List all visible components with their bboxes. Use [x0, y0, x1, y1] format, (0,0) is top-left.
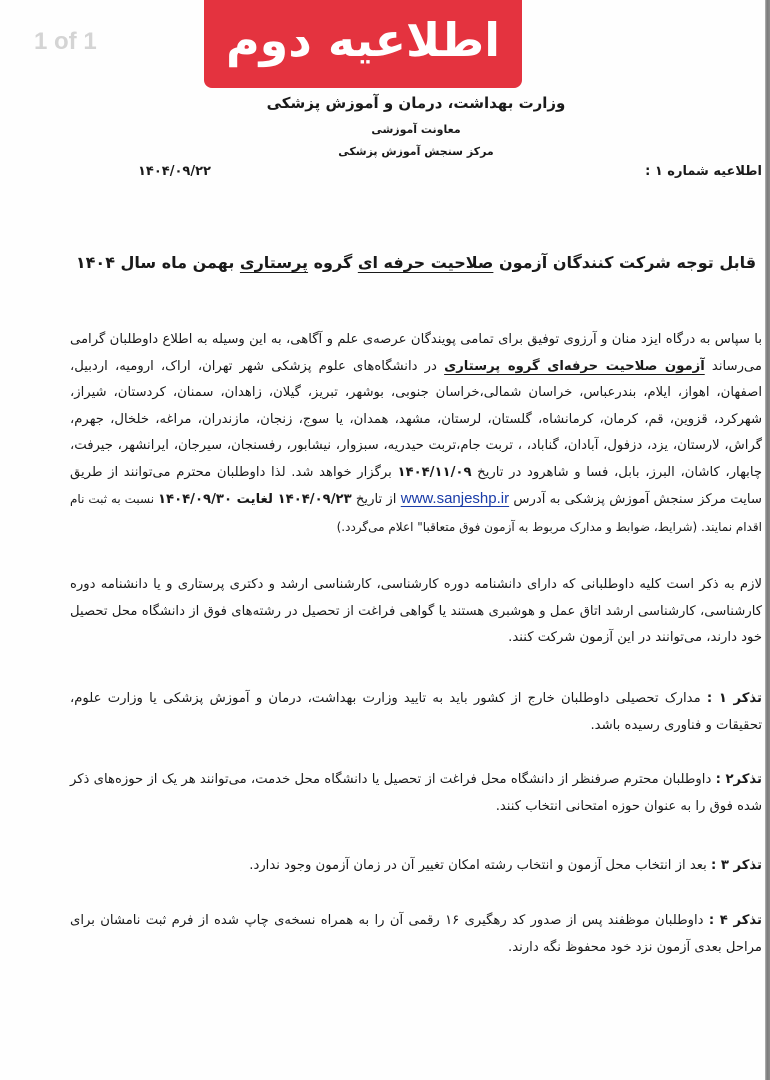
page-counter: 1 of 1 [34, 28, 97, 55]
text: نسبت به ثبت نام اقدام نمایند. (شرایط، ضوابط و مدارک مربوط به آزمون فوق متعاقبا" اعلام می‌گردد.) [70, 492, 762, 534]
note-text: مدارک تحصیلی داوطلبان خارج از کشور باید به تایید وزارت بهداشت، درمان و آموزش پزشکی یا وزارت علوم، تحقیقات و فناوری رسیده باشد. [70, 691, 762, 733]
note-label: تذکر ۳ : [711, 858, 762, 873]
text: از تاریخ [351, 492, 401, 507]
registration-end: ۱۴۰۴/۰۹/۳۰ [157, 492, 232, 507]
note-label: تذکر۲ : [715, 772, 762, 787]
website-link[interactable]: www.sanjeshp.ir [400, 490, 510, 507]
note-4 [70, 908, 762, 961]
exam-name: آزمون صلاحیت حرفه‌ای گروه پرستاری [444, 358, 705, 374]
note-1 [70, 686, 762, 739]
exam-date: ۱۴۰۴/۱۱/۰۹ [397, 464, 472, 480]
note-text: داوطلبان محترم صرفنظر از دانشگاه محل فراغت از تحصیل یا دانشگاه محل خدمت، می‌توانند هر یک از حوزه‌های ذکر شده فوق را به عنوان حوزه امتحانی انتخاب کنند. [70, 772, 762, 814]
text: لغایت [232, 492, 278, 507]
eligibility-paragraph: لازم به ذکر است کلیه داوطلبانی که دارای دانشنامه دوره کارشناسی، کارشناسی ارشد و دکتری پرستاری و یا دانشنامه دوره کارشناسی، کارشناسی ارشد اتاق عمل و هوشبری هستند یا گواهی فراغت از تحصیل در رشته‌های فوق از دانشگاه محل تحصیل خود دارند، می‌توانند در این آزمون شرکت کنند. [70, 577, 762, 645]
second-notice-banner: اطلاعیه دوم [204, 0, 522, 88]
registration-start: ۱۴۰۴/۰۹/۲۳ [277, 492, 352, 507]
notice-date: ۱۴۰۴/۰۹/۲۲ [138, 164, 211, 179]
note-text: داوطلبان موظفند پس از صدور کد رهگیری ۱۶ رقمی آن را به همراه نسخه‌ی چاپ شده از فرم ثبت نامشان برای مراحل بعدی آزمون نزد خود محفوظ نگه دارند. [70, 913, 762, 955]
main-paragraph [70, 327, 762, 541]
note-2 [70, 767, 762, 820]
title-part: گروه [308, 253, 358, 272]
title-underlined: پرستاری [239, 253, 309, 272]
deputy-name: معاونت آموزشی [371, 123, 461, 136]
title-underlined: صلاحیت حرفه ای [357, 253, 494, 272]
ministry-name: وزارت بهداشت، درمان و آموزش پزشکی [266, 94, 566, 112]
document-title [70, 253, 762, 272]
scrollbar-edge[interactable] [765, 0, 770, 1080]
note-label: تذکر ۱ : [706, 691, 762, 706]
note-3 [70, 853, 762, 880]
note-text: بعد از انتخاب محل آزمون و انتخاب رشته امکان تغییر آن در زمان آزمون وجود ندارد. [249, 858, 712, 873]
center-name: مرکز سنجش آموزش پزشکی [338, 145, 494, 158]
note-label: تذکر ۴ : [708, 913, 763, 928]
text: برگزار خواهد شد. لذا داوطلبان محترم می‌توانند از طریق سایت مرکز سنجش آموزش پزشکی به آدرس [70, 464, 762, 507]
text: در دانشگاه‌های علوم پزشکی شهر تهران، اراک، ارومیه، اردبیل، اصفهان، اهواز، ایلام، بندرعباس، خراسان شمالی،خراسان جنوبی، بوشهر، تبریز، گیلان، زاهدان، سمنان، کردستان، شیراز، شهرکرد، قزوین، قم، کرمان، کرمانشاه، گلستان، لرستان، مشهد، همدان، یا سوج، زنجان، مازندران، مراغه، خلخال، جهرم، گراش، لارستان، یزد، دزفول، آبادان، گناباد، ، تربت جام،تربت حیدریه، سبزوار، نیشابور، رفسنجان، سیرجان، ایرانشهر، جیرفت، چابهار، کاشان، البرز، بابل، فسا و شاهرود در تاریخ [70, 358, 762, 480]
title-part: بهمن ماه سال ۱۴۰۴ [75, 253, 240, 272]
title-part: قابل توجه شرکت کنندگان آزمون [493, 253, 757, 272]
text: با سپاس به درگاه ایزد منان و آرزوی توفیق برای تمامی پویندگان عرصه‌ی علم و آگاهی، به این وسیله به اطلاع داوطلبان گرامی می‌رساند [70, 332, 762, 374]
notice-number: اطلاعیه شماره ۱ : [645, 164, 762, 179]
